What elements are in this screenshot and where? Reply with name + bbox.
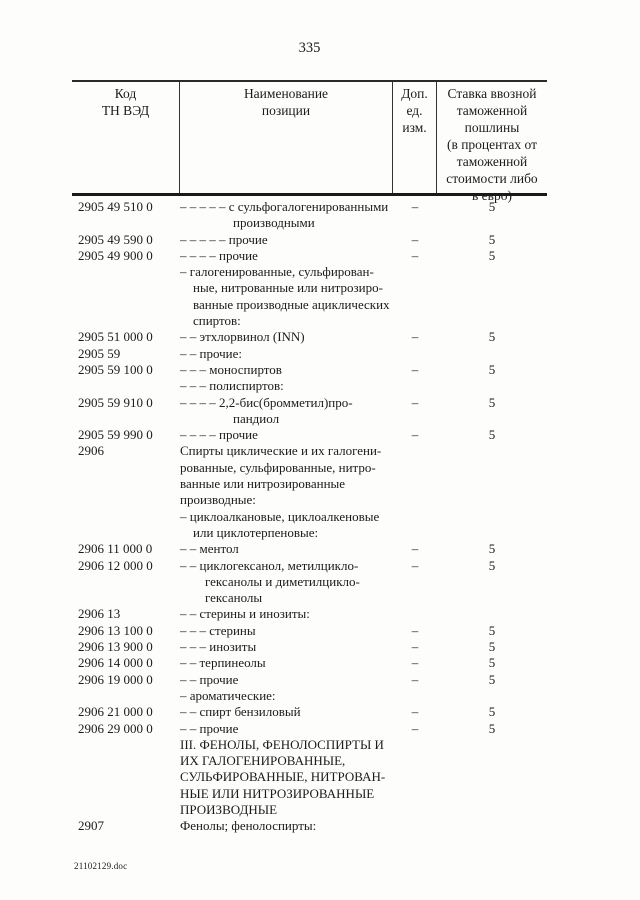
table-row [72,395,547,428]
header-line: Доп. [401,86,428,101]
name-line: ПРОИЗВОДНЫЕ [180,801,278,817]
name-line: ванные производные ациклических [193,296,390,312]
name-line: НЫЕ ИЛИ НИТРОЗИРОВАННЫЕ [180,785,375,801]
name-line: III. ФЕНОЛЫ, ФЕНОЛОСПИРТЫ И [180,736,384,752]
name-line: – – – – – прочие [180,231,268,247]
unit-cell: – [411,671,419,687]
name-line: гексанолы и диметилцикло- [205,573,360,589]
unit-cell: – [411,704,419,720]
code-cell: 2906 12 000 0 [78,557,153,573]
name-cell [180,558,396,607]
name-line: ванные или нитрозированные [180,476,346,492]
header-line: позиции [261,103,311,118]
code-cell: 2906 19 000 0 [78,671,153,687]
table-row [72,558,547,607]
code-cell: 2905 59 990 0 [78,427,153,443]
table-row [72,737,547,818]
code-cell: 2905 51 000 0 [78,329,153,345]
name-line: – – прочие [180,720,239,736]
name-line: Фенолы; фенолоспирты: [180,818,317,834]
header-cell-rate [437,82,547,203]
header-line: таможенной [456,154,528,169]
rate-cell: 5 [488,199,496,214]
rate-cell: 5 [488,671,496,687]
name-cell [180,704,396,720]
name-cell [180,232,396,248]
code-cell: 2907 [78,818,104,834]
name-line: – – – – – с сульфогалогенированными [180,199,389,214]
name-line: СУЛЬФИРОВАННЫЕ, НИТРОВАН- [180,769,386,785]
name-line: – – – инозиты [180,639,257,655]
table-row [72,248,547,264]
table-row [72,378,547,394]
table-row [72,623,547,639]
name-cell [180,721,396,737]
name-line: – – терпинеолы [180,655,266,671]
rate-cell: 5 [488,720,496,736]
header-line: пошлины [464,120,520,135]
table-row [72,672,547,688]
table-row [72,427,547,443]
name-cell [180,362,396,378]
name-cell [180,818,396,834]
rate-cell: 5 [488,394,496,410]
table-body [72,196,547,835]
name-cell [180,248,396,264]
name-cell [180,329,396,345]
rate-cell: 5 [488,541,496,557]
header-cell-unit [393,82,437,193]
name-line: производные: [180,492,256,508]
table-row [72,232,547,248]
name-line: – ароматические: [180,687,276,703]
code-cell: 2905 59 [78,345,121,361]
page-number: 335 [298,40,321,56]
table-row [72,541,547,557]
unit-cell: – [411,394,419,410]
unit-cell: – [411,427,419,443]
unit-cell: – [411,557,419,573]
name-line: гексанолы [205,590,263,606]
header-line: в евро) [471,188,513,203]
footer-note: 21102129.doc [74,861,128,871]
name-line: или циклотерпеновые: [193,524,319,540]
header-line: стоимости либо [446,171,538,186]
code-cell: 2906 [78,443,104,459]
code-cell: 2905 49 590 0 [78,231,153,247]
name-line: – – – – 2,2-бис(бромметил)про- [180,394,353,410]
table-row [72,199,547,232]
name-cell [180,264,396,329]
unit-cell: – [411,639,419,655]
name-line: пандиол [233,410,280,426]
rate-cell: 5 [488,329,496,345]
name-line: – – прочие [180,671,239,687]
name-cell [180,541,396,557]
name-line: – – – моноспиртов [180,361,282,377]
code-cell: 2906 14 000 0 [78,655,153,671]
table-row [72,639,547,655]
name-line: Спирты циклические и их галогени- [180,443,382,459]
table-row [72,264,547,329]
tariff-table [72,80,547,835]
header-cell-code [72,82,180,193]
code-cell: 2906 21 000 0 [78,704,153,720]
code-cell: 2906 13 900 0 [78,639,153,655]
table-row [72,346,547,362]
rate-cell: 5 [488,655,496,671]
code-cell: 2905 59 910 0 [78,394,153,410]
code-cell: 2905 49 900 0 [78,247,153,263]
header-line: ТН ВЭД [101,103,150,118]
unit-cell: – [411,622,419,638]
name-line: – галогенированные, сульфирован- [180,264,374,280]
unit-cell: – [411,720,419,736]
name-cell [180,672,396,688]
table-row [72,818,547,834]
name-line: ИХ ГАЛОГЕНИРОВАННЫЕ, [180,753,346,769]
table-row [72,721,547,737]
code-cell: 2905 59 100 0 [78,361,153,377]
rate-cell: 5 [488,557,496,573]
rate-cell: 5 [488,231,496,247]
rate-cell: 5 [488,361,496,377]
unit-cell: – [411,329,419,345]
name-cell [180,623,396,639]
unit-cell: – [411,361,419,377]
name-line: – циклоалкановые, циклоалкеновые [180,508,380,524]
header-line: Код [114,86,137,101]
name-line: спиртов: [193,313,241,329]
name-line: – – стерины и инозиты: [180,606,310,622]
name-cell [180,427,396,443]
code-cell: 2906 11 000 0 [78,541,153,557]
rate-cell: 5 [488,622,496,638]
rate-cell: 5 [488,704,496,720]
code-cell: 2906 29 000 0 [78,720,153,736]
unit-cell: – [411,199,419,214]
table-row [72,704,547,720]
header-cell-name [180,82,393,193]
unit-cell: – [411,541,419,557]
unit-cell: – [411,655,419,671]
name-line: – – – – прочие [180,247,258,263]
unit-cell: – [411,247,419,263]
name-line: рованные, сульфированные, нитро- [180,459,376,475]
rate-cell: 5 [488,427,496,443]
table-row [72,509,547,542]
name-line: ные, нитрованные или нитрозиро- [193,280,383,296]
code-cell: 2905 49 510 0 [78,199,153,214]
table-row [72,606,547,622]
name-line: – – прочие: [180,345,242,361]
name-cell [180,655,396,671]
name-cell [180,737,396,818]
header-line: изм. [402,120,427,135]
name-line: – – спирт бензиловый [180,704,301,720]
header-line: таможенной [456,103,528,118]
table-row [72,443,547,508]
name-line: производными [233,215,315,231]
name-line: – – ментол [180,541,239,557]
header-line: Ставка ввозной [447,86,537,101]
name-cell [180,509,396,542]
table-row [72,329,547,345]
header-line: (в процентах от [446,137,538,152]
name-cell [180,443,396,508]
name-cell [180,378,396,394]
name-line: – – – – прочие [180,427,258,443]
name-line: – – – стерины [180,622,256,638]
table-row [72,688,547,704]
name-cell [180,606,396,622]
rate-cell: 5 [488,247,496,263]
name-cell [180,639,396,655]
name-cell [180,688,396,704]
rate-cell: 5 [488,639,496,655]
table-header [72,80,547,203]
name-cell [180,199,396,232]
name-line: – – циклогексанол, метилцикло- [180,557,359,573]
code-cell: 2906 13 100 0 [78,622,153,638]
code-cell: 2906 13 [78,606,121,622]
table-row [72,362,547,378]
name-line: – – – полиспиртов: [180,378,284,394]
name-cell [180,346,396,362]
table-row [72,655,547,671]
name-line: – – этхлорвинол (INN) [180,329,305,345]
header-line: ед. [406,103,423,118]
name-cell [180,395,396,428]
unit-cell: – [411,231,419,247]
header-line: Наименование [243,86,329,101]
